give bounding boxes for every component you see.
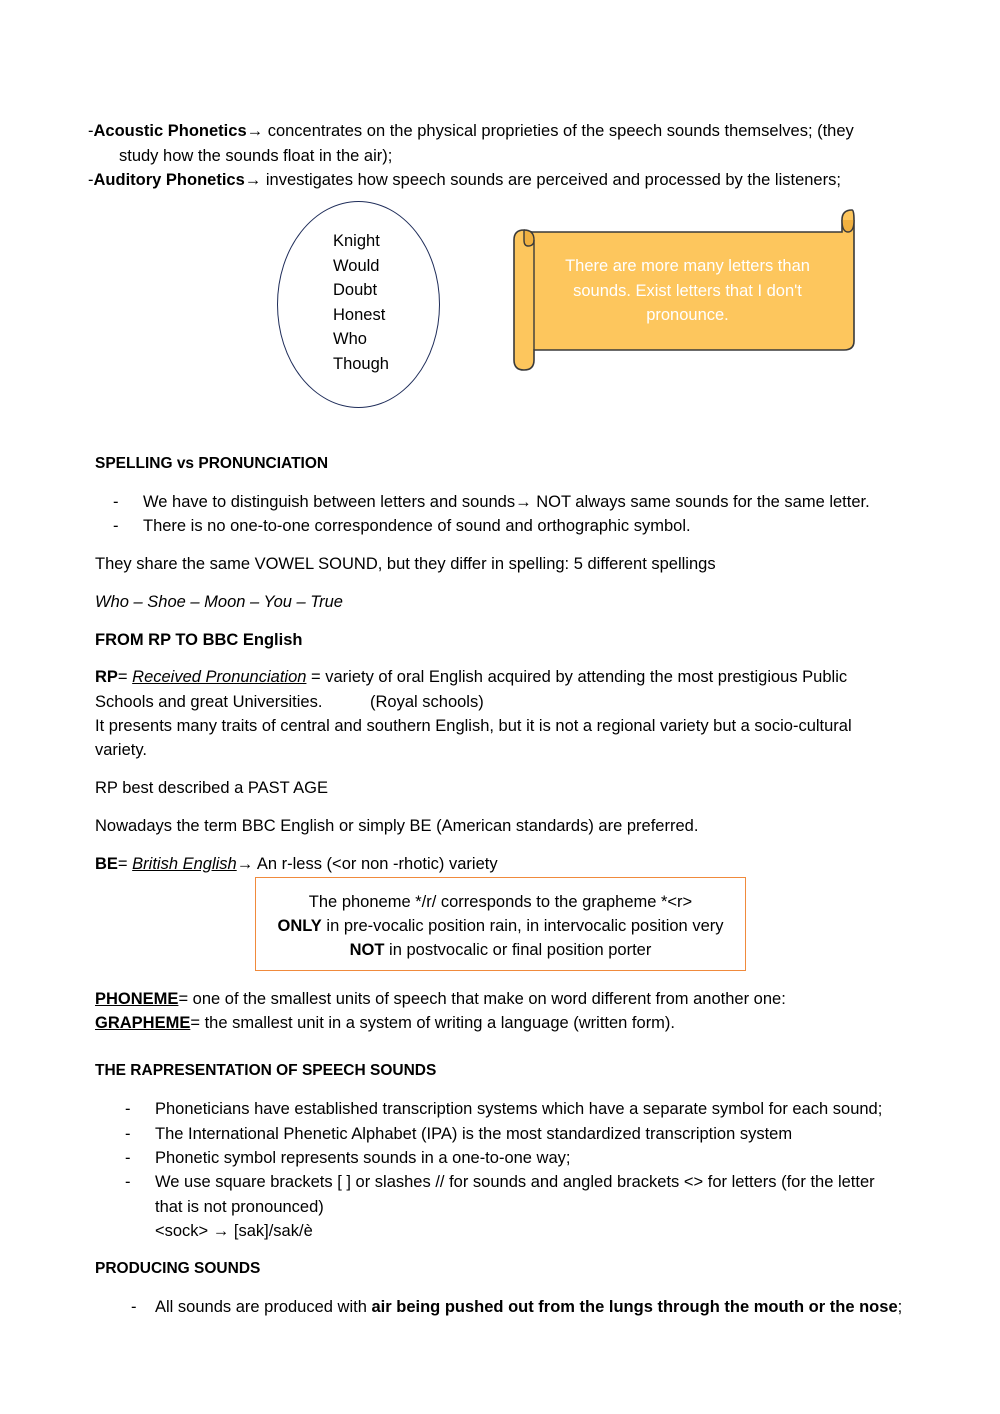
sock-example: [155, 1219, 313, 1243]
representation-heading-text: THE RAPRESENTATION OF SPEECH SOUNDS: [95, 1062, 437, 1079]
grapheme-definition: [95, 1011, 675, 1035]
rpbox-line-1: The phoneme */r/ corresponds to the grapheme *<r>: [308, 893, 693, 911]
rpbox-text: in pre-vocalic position rain, in intervocalic position very: [321, 917, 724, 935]
bullet-bold: air being pushed out from the lungs through the mouth or the nose: [371, 1298, 898, 1316]
arrow-icon: →: [244, 171, 262, 189]
bullet-text: All sounds are produced with: [155, 1298, 372, 1316]
representation-bullet-1: Phoneticians have established transcription systems which have a separate symbol for each sound;: [155, 1100, 883, 1118]
rp-past-age: RP best described a PAST AGE: [95, 779, 328, 797]
oval-word: Though: [333, 354, 389, 373]
oval-word-list: [333, 229, 389, 376]
rp-label: RP: [95, 668, 118, 686]
oval-word: Who: [333, 330, 367, 348]
rpbox-line-3: [256, 938, 745, 962]
scroll-note-line: pronounce.: [646, 306, 729, 324]
be-term: British English: [132, 855, 237, 873]
bullet-dash: -: [125, 1149, 131, 1167]
oval-word: Honest: [333, 305, 386, 324]
phoneme-definition: [95, 987, 786, 1011]
grapheme-def: = the smallest unit in a system of writing a language (written form).: [190, 1014, 676, 1032]
rpbox-line-2: [256, 914, 745, 938]
producing-heading: [95, 1257, 260, 1281]
phoneme-term: PHONEME: [95, 990, 179, 1008]
representation-bullet-3: Phonetic symbol represents sounds in a one-to-one way;: [155, 1149, 571, 1167]
arrow-icon: →: [246, 122, 264, 140]
spelling-examples: Who – Shoe – Moon – You – True: [95, 593, 343, 611]
spelling-heading: [95, 452, 328, 476]
rpbox-text: in postvocalic or final position porter: [384, 941, 652, 959]
rp-definition-cont: Schools and great Universities.: [95, 693, 323, 711]
rp-royal: (Royal schools): [370, 693, 484, 711]
arrow-icon: →: [236, 855, 254, 873]
oval-word: Doubt: [333, 281, 378, 299]
acoustic-text: concentrates on the physical proprieties of the speech sounds themselves; (they: [263, 122, 854, 140]
bullet-dash: -: [125, 1100, 131, 1118]
bullet-text: ;: [897, 1298, 903, 1316]
bullet-dash: -: [131, 1298, 137, 1316]
rp-definition: [95, 665, 847, 689]
arrow-icon: →: [212, 1222, 230, 1240]
rhotic-note-box: [255, 877, 746, 971]
example-text: <sock>: [155, 1222, 213, 1240]
representation-bullet-2: The International Phenetic Alphabet (IPA) is the most standardized transcription system: [155, 1125, 793, 1143]
representation-bullet-4: We use square brackets [ ] or slashes // for sounds and angled brackets <> for letters (for the letter: [155, 1173, 875, 1191]
scroll-note-line: sounds. Exist letters that I don't: [573, 281, 802, 300]
rp-traits-cont: variety.: [95, 741, 147, 759]
bullet-text: NOT always same sounds for the same letter.: [531, 493, 870, 511]
rpbox-bold: NOT: [349, 941, 385, 959]
acoustic-cont: study how the sounds float in the air);: [119, 147, 393, 165]
rp-term: Received Pronunciation: [132, 668, 307, 686]
auditory-term: Auditory Phonetics: [93, 171, 245, 189]
nowadays-line: Nowadays the term BBC English or simply BE (American standards) are preferred.: [95, 817, 699, 835]
producing-heading-text: PRODUCING SOUNDS: [95, 1260, 261, 1277]
producing-bullet-1: [155, 1295, 902, 1319]
example-text: [sak]/sak/è: [229, 1222, 313, 1240]
auditory-text: investigates how speech sounds are perceived and processed by the listeners;: [261, 171, 841, 189]
be-label: BE: [95, 855, 118, 873]
be-eq: =: [117, 855, 133, 873]
rp-eq: =: [117, 668, 133, 686]
spelling-bullet-1: [143, 490, 870, 514]
bullet-text: We have to distinguish between letters and sounds: [143, 493, 516, 511]
auditory-line: -Auditory Phonetics→ investigates how speech sounds are perceived and processed by the listeners;: [88, 171, 841, 189]
scroll-note: [545, 254, 830, 328]
acoustic-term: Acoustic Phonetics: [93, 122, 247, 140]
oval-word: Would: [333, 256, 380, 275]
be-def: An r-less (<or non -rhotic) variety: [253, 855, 498, 873]
be-definition: [95, 852, 498, 876]
bullet-dash: -: [113, 493, 119, 511]
rp-heading-text: FROM RP TO BBC English: [95, 631, 303, 649]
scroll-note-line: There are more many letters than: [565, 257, 810, 275]
spelling-bullet-2: There is no one-to-one correspondence of sound and orthographic symbol.: [143, 517, 691, 535]
representation-heading: [95, 1059, 436, 1083]
arrow-icon: →: [515, 493, 532, 511]
grapheme-term: GRAPHEME: [95, 1014, 191, 1032]
bullet-dash: -: [125, 1173, 131, 1191]
spelling-heading-text: SPELLING vs PRONUNCIATION: [95, 455, 329, 472]
bullet-dash: -: [125, 1125, 131, 1143]
rp-heading: [95, 628, 302, 652]
acoustic-line: -Acoustic Phonetics→ concentrates on the physical proprieties of the speech sounds themselves; (they: [88, 122, 854, 140]
rp-def: = variety of oral English acquired by attending the most prestigious Public: [306, 668, 848, 686]
vowel-line: They share the same VOWEL SOUND, but they differ in spelling: 5 different spellings: [95, 555, 716, 573]
phoneme-def: = one of the smallest units of speech that make on word different from another one:: [178, 990, 786, 1008]
representation-bullet-4-cont: that is not pronounced): [155, 1198, 324, 1216]
oval-word: Knight: [333, 232, 380, 250]
rpbox-bold: ONLY: [277, 917, 322, 935]
rp-traits: It presents many traits of central and southern English, but it is not a regional variety but a socio-cultural: [95, 717, 852, 735]
bullet-dash: -: [113, 517, 119, 535]
